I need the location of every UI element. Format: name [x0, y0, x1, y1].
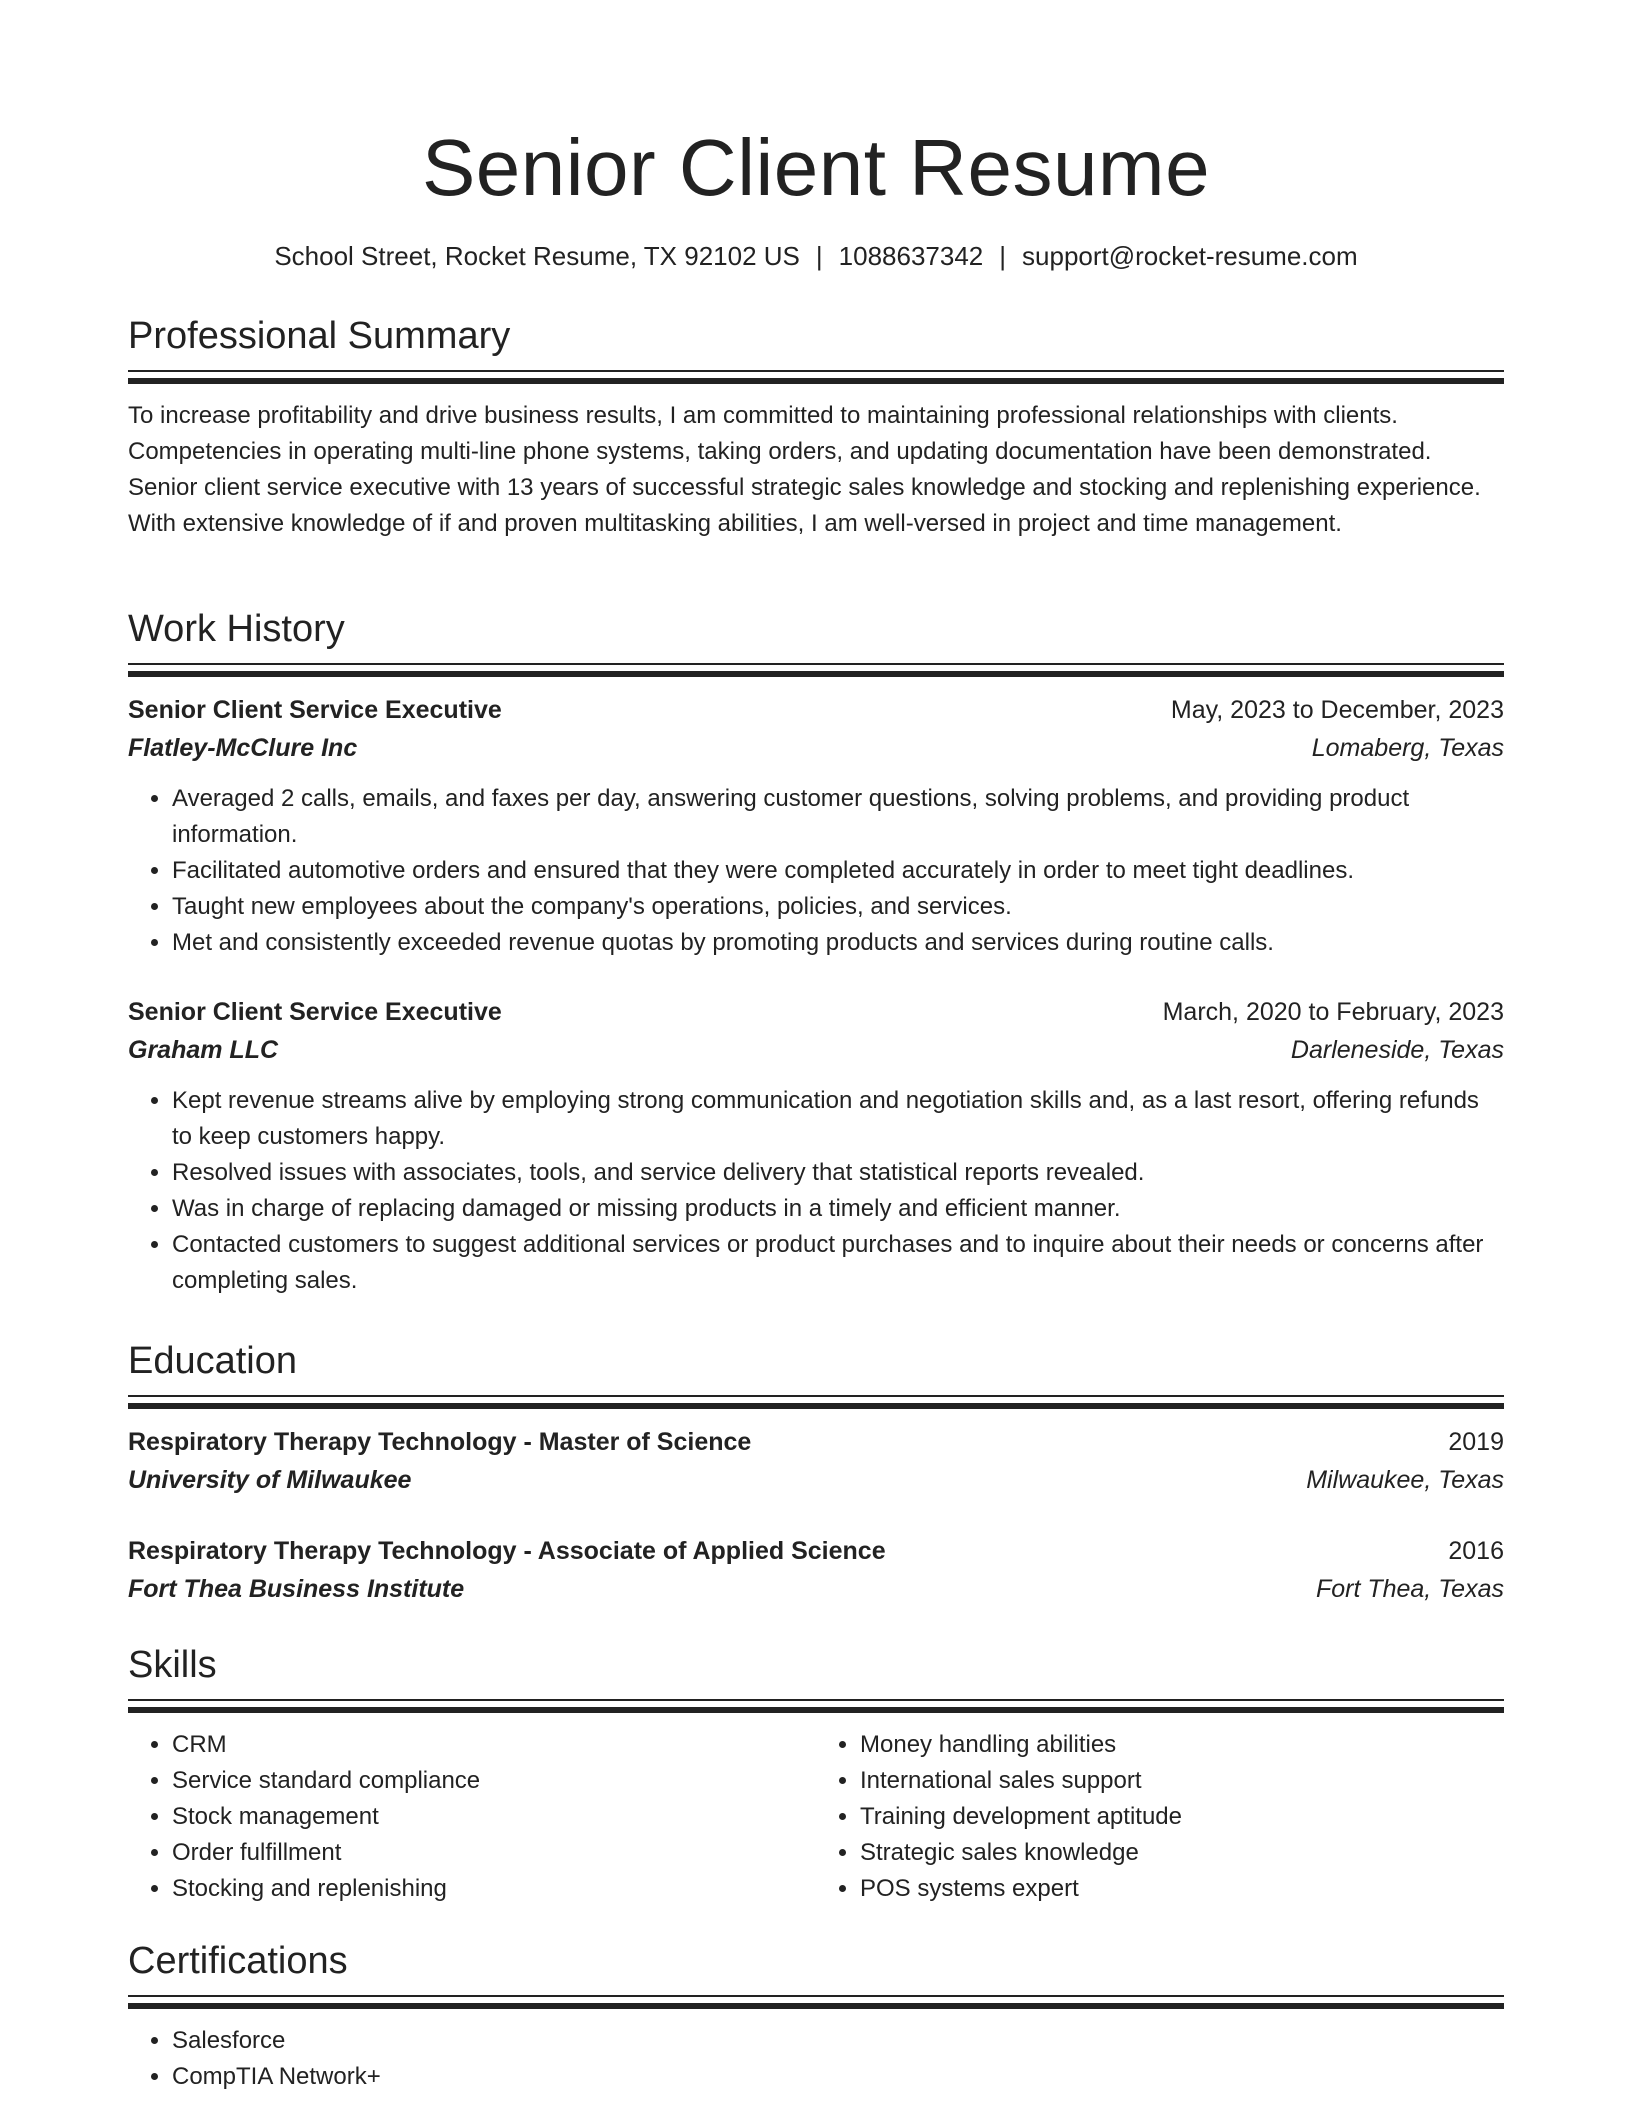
- education-subheader: [128, 1461, 1504, 1499]
- summary-section: [128, 312, 1504, 542]
- section-divider: [128, 370, 1504, 384]
- certifications-section: [128, 1937, 1504, 2095]
- summary-text: To increase profitability and drive business results, I am committed to maintaining professional relationships with clients. Competencies in operating multi-line phone systems, taking orders, and updating documentation have been demonstrated. Senior client service executive with 13 years of successful strategic sales knowledge and stocking and replenishing experience. With extensive knowledge of if and proven multitasking abilities, I am well-versed in project and time management.: [128, 402, 1481, 537]
- list-item: • Service standard compliance: [172, 1763, 816, 1799]
- list-item: • Training development aptitude: [860, 1799, 1504, 1835]
- education-entry: [128, 1423, 1504, 1499]
- list-item: • Facilitated automotive orders and ensured that they were completed accurately in order to meet tight deadlines.: [172, 853, 1504, 889]
- list-item: • Averaged 2 calls, emails, and faxes per day, answering customer questions, solving problems, and providing product information.: [172, 781, 1504, 853]
- list-item: • CompTIA Network+: [172, 2059, 1504, 2095]
- list-item: • Was in charge of replacing damaged or missing products in a timely and efficient manner.: [172, 1191, 1504, 1227]
- job-location: Lomaberg, Texas: [1311, 734, 1504, 762]
- list-item: • Order fulfillment: [172, 1835, 816, 1871]
- education-degree: Respiratory Therapy Technology - Master of Science: [128, 1428, 752, 1456]
- list-item: • POS systems expert: [860, 1871, 1504, 1907]
- list-item: • Salesforce: [172, 2023, 1504, 2059]
- section-divider: [128, 663, 1504, 677]
- section-title: Education: [128, 1340, 298, 1382]
- section-divider: [128, 1995, 1504, 2009]
- job-company: Graham LLC: [128, 1036, 279, 1064]
- job-location: Darleneside, Texas: [1290, 1036, 1504, 1064]
- job-role: Senior Client Service Executive: [128, 998, 502, 1026]
- section-title: Professional Summary: [128, 315, 511, 357]
- certifications-list: [128, 2023, 1504, 2095]
- list-item: • Money handling abilities: [860, 1727, 1504, 1763]
- list-item: • Resolved issues with associates, tools, and service delivery that statistical reports revealed.: [172, 1155, 1504, 1191]
- list-item: • Met and consistently exceeded revenue quotas by promoting products and services during routine calls.: [172, 925, 1504, 961]
- job-entry: [128, 993, 1504, 1299]
- list-item: • Kept revenue streams alive by employing strong communication and negotiation skills and, as a last resort, offering refunds to keep customers happy.: [172, 1083, 1504, 1155]
- section-divider: [128, 1699, 1504, 1713]
- job-bullets: [128, 1083, 1504, 1299]
- education-location: Fort Thea, Texas: [1315, 1575, 1504, 1603]
- skills-list-left: [128, 1727, 816, 1907]
- contact-line: [128, 238, 1504, 274]
- skills-list-right: [816, 1727, 1504, 1907]
- section-title: Work History: [128, 608, 345, 650]
- list-item: • CRM: [172, 1727, 816, 1763]
- job-role: Senior Client Service Executive: [128, 696, 502, 724]
- list-item: • Strategic sales knowledge: [860, 1835, 1504, 1871]
- resume-name: Senior Client Resume: [421, 123, 1211, 212]
- education-entry: [128, 1532, 1504, 1608]
- job-subheader: [128, 1031, 1504, 1069]
- list-item: • Stock management: [172, 1799, 816, 1835]
- education-location: Milwaukee, Texas: [1306, 1466, 1504, 1494]
- education-year: 2019: [1448, 1428, 1504, 1456]
- work-section: [128, 605, 1504, 1299]
- contact-phone: 1088637342: [838, 241, 984, 271]
- job-entry: [128, 691, 1504, 961]
- skills-section: [128, 1641, 1504, 1907]
- contact-separator: |: [815, 241, 823, 271]
- education-school: Fort Thea Business Institute: [128, 1575, 465, 1603]
- contact-email[interactable]: support@rocket-resume.com: [1022, 241, 1358, 271]
- skills-columns: [128, 1727, 1504, 1907]
- education-year: 2016: [1448, 1537, 1504, 1565]
- education-school: University of Milwaukee: [128, 1466, 412, 1494]
- section-title: Certifications: [128, 1940, 348, 1982]
- list-item: • Stocking and replenishing: [172, 1871, 816, 1907]
- job-dates: May, 2023 to December, 2023: [1170, 696, 1504, 724]
- job-header: [128, 993, 1504, 1031]
- education-header: [128, 1532, 1504, 1570]
- list-item: • Contacted customers to suggest additional services or product purchases and to inquire about their needs or concerns after completing sales.: [172, 1227, 1504, 1299]
- job-bullets: [128, 781, 1504, 961]
- job-company: Flatley-McClure Inc: [128, 734, 358, 762]
- job-subheader: [128, 729, 1504, 767]
- education-section: [128, 1337, 1504, 1608]
- section-title: Skills: [128, 1644, 217, 1686]
- education-subheader: [128, 1570, 1504, 1608]
- section-divider: [128, 1395, 1504, 1409]
- education-degree: Respiratory Therapy Technology - Associate of Applied Science: [128, 1537, 886, 1565]
- contact-separator: |: [999, 241, 1007, 271]
- education-header: [128, 1423, 1504, 1461]
- list-item: • Taught new employees about the company's operations, policies, and services.: [172, 889, 1504, 925]
- job-header: [128, 691, 1504, 729]
- list-item: • International sales support: [860, 1763, 1504, 1799]
- contact-address: School Street, Rocket Resume, TX 92102 US: [274, 241, 800, 271]
- job-dates: March, 2020 to February, 2023: [1162, 998, 1504, 1026]
